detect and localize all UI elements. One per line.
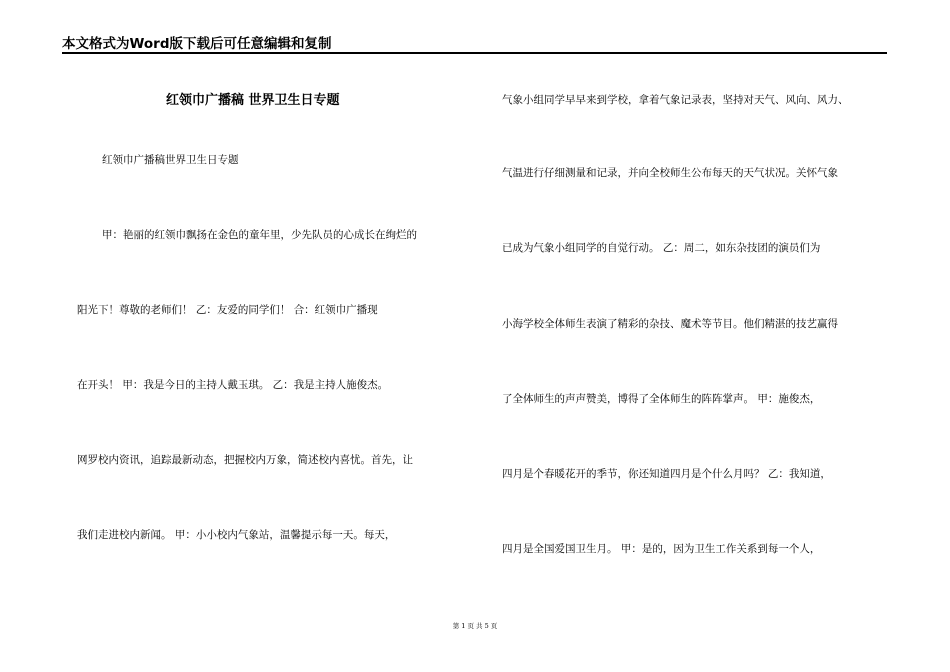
right-paragraph-line: 已成为气象小组同学的自觉行动。 乙：周二，如东杂技团的演员们为 — [502, 242, 821, 254]
right-paragraph-line: 了全体师生的声声赞美，博得了全体师生的阵阵掌声。 甲：施俊杰， — [502, 393, 821, 405]
page-number: 第 1 页 共 5 页 — [452, 622, 498, 630]
right-paragraph-line: 气温进行仔细测量和记录，并向全校师生公布每天的天气状况。关怀气象 — [502, 167, 838, 179]
right-paragraph-line: 四月是全国爱国卫生月。 甲：是的，因为卫生工作关系到每一个人， — [502, 543, 821, 555]
header-divider — [62, 52, 887, 54]
left-paragraph-line: 阳光下！尊敬的老师们！ 乙：友爱的同学们！ 合：红领巾广播现 — [77, 304, 378, 316]
right-paragraph-line: 小海学校全体师生表演了精彩的杂技、魔术等节目。他们精湛的技艺赢得 — [502, 318, 838, 330]
left-paragraph-line: 我们走进校内新闻。 甲：小小校内气象站，温馨提示每一天。每天， — [77, 529, 396, 541]
right-paragraph-line: 气象小组同学早早来到学校，拿着气象记录表，坚持对天气、风向、风力、 — [502, 94, 849, 106]
download-banner: 本文格式为Word版下载后可任意编辑和复制 — [62, 36, 332, 52]
right-paragraph-line: 四月是个春暖花开的季节，你还知道四月是个什么月吗？ 乙：我知道， — [502, 468, 831, 480]
left-paragraph-line: 网罗校内资讯，追踪最新动态，把握校内万象，简述校内喜忧。首先，让 — [77, 454, 413, 466]
left-paragraph-line: 甲：艳丽的红领巾飘扬在金色的童年里，少先队员的心成长在绚烂的 — [102, 229, 417, 241]
left-paragraph-line: 红领巾广播稿世界卫生日专题 — [102, 154, 239, 166]
left-paragraph-line: 在开头！ 甲：我是今日的主持人戴玉琪。 乙：我是主持人施俊杰。 — [77, 379, 389, 391]
document-title: 红领巾广播稿 世界卫生日专题 — [166, 93, 340, 108]
